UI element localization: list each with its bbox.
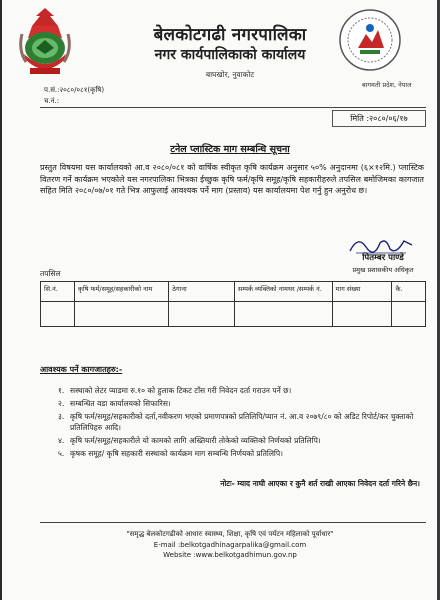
list-item bbox=[58, 398, 418, 409]
list-item bbox=[58, 448, 418, 459]
footer-email: E-mail :belkotgadhinagarpalika@gmail.com bbox=[153, 541, 307, 549]
notice-note: नोटः- म्याद नाघी आएका र कुनै शर्त राखी आएका निवेदन दर्ता गरिने छैन। bbox=[220, 479, 420, 488]
table-row bbox=[41, 302, 426, 327]
table-header-cell: सि.नं. bbox=[41, 282, 75, 302]
office-name: नगर कार्यपालिकाको कार्यालय bbox=[154, 47, 306, 63]
province-label: बागमती प्रदेश, नेपाल bbox=[362, 81, 412, 89]
table-cell bbox=[169, 302, 235, 327]
table-header-cell: कृषि फर्म/समूह/सहकारीको नाम bbox=[74, 282, 168, 302]
list-number: ३. bbox=[58, 412, 65, 421]
table-cell bbox=[74, 302, 168, 327]
list-number: ५. bbox=[58, 449, 65, 458]
footer bbox=[40, 530, 420, 559]
list-text: कृषि फर्म/समूह/सहकारीको दर्ता,नवीकरण भएको प्रमाणपत्रको प्रतिलिपि/प्यान नं. आ.व २०७९/८० को अडिट रिपोर्ट/कर चुक्ताको प्रतिलिपिहरु आदि। bbox=[70, 412, 414, 432]
list-number: ४. bbox=[58, 436, 65, 445]
documents-list bbox=[58, 385, 418, 461]
list-number: १. bbox=[58, 386, 65, 395]
list-text: कृषक समूह/ कृषि सहकारी सस्थाको कार्यक्रम माग सम्बन्धि निर्णयको प्रतिलिपि। bbox=[70, 449, 283, 458]
list-item bbox=[58, 385, 418, 396]
notice-subject: टनेल प्लास्टिक माग सम्बन्धि सूचना bbox=[170, 144, 290, 155]
dispatch-number: च.नं.: bbox=[44, 97, 60, 105]
date-box: मिति :२०८०/०६/१७ bbox=[332, 110, 426, 127]
footer-slogan: "समृद्ध बेलकोटगढीको आधारः स्वास्थ्य, शिक्षा, कृषि एवं पर्यटन महिलाको पूर्वाधार" bbox=[126, 530, 334, 538]
table-header-cell: ठेगाना bbox=[169, 282, 235, 302]
table-header-row bbox=[41, 282, 426, 302]
office-address: बाघखोर, नुवाकोट bbox=[205, 70, 255, 79]
table-cell bbox=[41, 302, 75, 327]
list-item bbox=[58, 435, 418, 446]
footer-rule bbox=[40, 522, 426, 523]
page-edge-left bbox=[0, 0, 2, 600]
documents-title: आवश्यक पर्ने कागजातहरु:- bbox=[40, 365, 123, 374]
reference-number: प.सं.:२०८०/०८१(कृषि) bbox=[44, 86, 105, 94]
municipality-name: बेलकोटगढी नगरपालिका bbox=[153, 25, 307, 45]
table-header-cell: कै. bbox=[392, 282, 426, 302]
table-header-cell: माग संख्या bbox=[332, 282, 392, 302]
header-rule bbox=[40, 107, 426, 108]
footer-website: Website :www.belkotgadhimun.gov.np bbox=[163, 551, 297, 559]
notice-body: प्रस्तुत विषयमा यस कार्यालयको आ.व २०८०/०८१ को वार्षिक स्वीकृत कृषि कार्यक्रम अनुसार ५०% अनुदानमा (६×१२मि.) प्लास्टिक वितरण गर्ने कार्यक्रम भएकोले यस नगरपालिका भित्रका ईच्छुक कृषि फर्म/कृषि समूह/कृषि सहकारीहरुले तपसिल बमोजिमका कागजात सहित मिति २०८०/०७/०१ गते भित्र आफुलाई आवश्यक पर्ने माग (प्रस्ताव) यस कार्यालयमा पेश गर्नु हुन अनुरोध छ। bbox=[40, 163, 424, 195]
table-label: तपसिल bbox=[40, 269, 61, 278]
list-text: कृषि फर्म/समूह/सहकारीले यो कामको लागि अख्तियारी तोकेको व्यक्तिको निर्णयको प्रतिलिपि। bbox=[70, 436, 321, 445]
table-cell bbox=[234, 302, 332, 327]
table-header-cell: सम्पर्क व्यक्तिको नामथर /सम्पर्क नं. bbox=[234, 282, 332, 302]
municipality-logo-icon bbox=[338, 8, 402, 72]
demand-table bbox=[40, 281, 426, 327]
signatory-name: पितम्बर पाण्डे bbox=[362, 253, 404, 263]
table-cell bbox=[332, 302, 392, 327]
signatory-title: प्रमुख प्रशासकीय अधिकृत bbox=[352, 266, 414, 274]
government-emblem-icon bbox=[14, 4, 76, 82]
list-number: २. bbox=[58, 399, 65, 408]
list-text: सस्थाको लेटर प्याडमा रु.१० को हुलाक टिकट टाँस गरी निवेदन दर्ता गराउन पर्ने छ। bbox=[70, 386, 292, 395]
table-cell bbox=[392, 302, 426, 327]
list-item bbox=[58, 411, 418, 433]
list-text: सम्बन्धित वडा कार्यालयको सिफारिस। bbox=[70, 399, 171, 408]
